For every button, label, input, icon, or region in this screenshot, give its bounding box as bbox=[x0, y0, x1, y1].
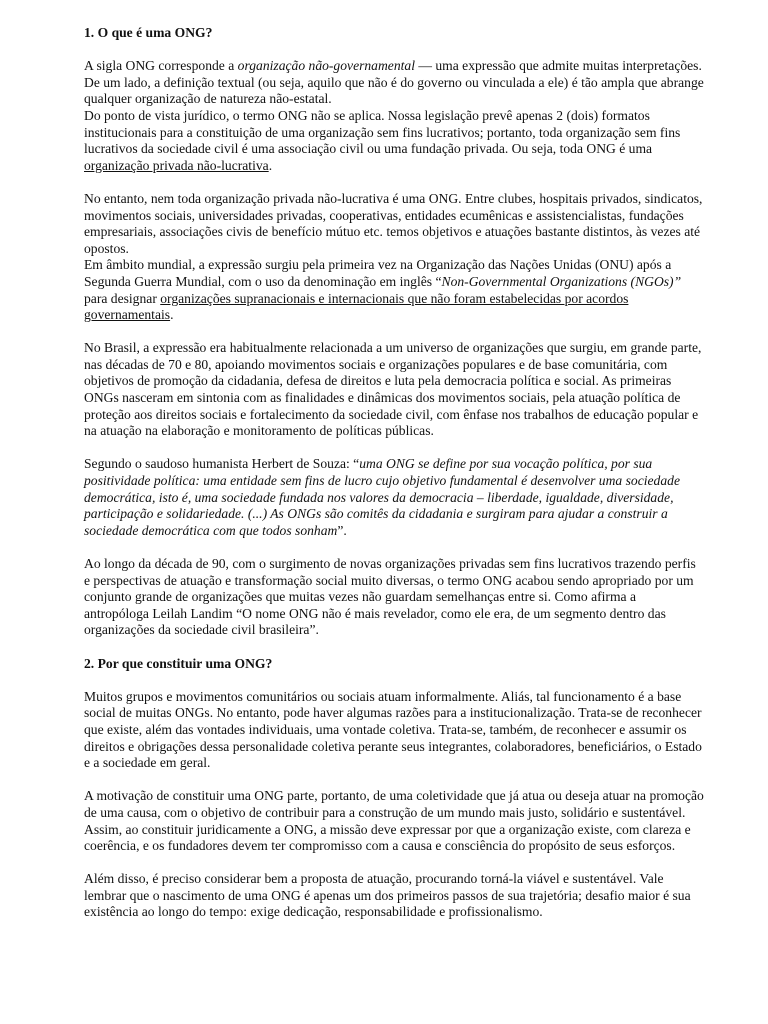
paragraph-4: Em âmbito mundial, a expressão surgiu pela primeira vez na Organização das Nações Unidas (ONU) após a Segunda Guerra Mundial, com o uso da denominação em inglês “Non-Governmental Organizations (NGOs)” para designar organizações supranacionais e internacionais que não foram estabelecidas por acordos governamentais. bbox=[84, 257, 682, 323]
section-2-heading: 2. Por que constituir uma ONG? bbox=[84, 655, 273, 671]
underlined-term: organizações supranacionais e internacionais que não foram estabelecidas por acordos governamentais bbox=[84, 290, 629, 323]
paragraph-6-quote: Segundo o saudoso humanista Herbert de Souza: “uma ONG se define por sua vocação política, por sua positividade política: uma entidade sem fins de lucro cujo objetivo fundamental é desenvolver uma sociedade democrática, isto é, uma sociedade fundada nos valores da democracia – liberdade, igualdade, diversidade, participação e solidariedade. (...) As ONGs são comitês da cidadania e surgiram para ajudar a construir a sociedade democrática com que todos sonham”. bbox=[84, 456, 680, 538]
paragraph-3: No entanto, nem toda organização privada não-lucrativa é uma ONG. Entre clubes, hospitais privados, sindicatos, movimentos sociais, universidades privadas, cooperativas, entidades ecumênicas e assistencialistas, fundações empresariais, associações civis de benefício mútuo etc. temos objetivos e atuações bastante distintos, às vezes até opostos. bbox=[84, 190, 703, 256]
paragraph-10: Além disso, é preciso considerar bem a proposta de atuação, procurando torná-la viável e sustentável. Vale lembrar que o nascimento de uma ONG é apenas um dos primeiros passos de sua trajetória; desafio maior é sua existência ao longo do tempo: exige dedicação, responsabilidade e profissionalismo. bbox=[84, 871, 691, 920]
document-body bbox=[84, 25, 704, 921]
paragraph-2: Do ponto de vista jurídico, o termo ONG não se aplica. Nossa legislação prevê apenas 2 (dois) formatos institucionais para a constituição de uma organização sem fins lucrativos; portanto, toda organização sem fins lucrativos da sociedade civil é uma associação civil ou uma fundação privada. Ou seja, toda ONG é uma organização privada não-lucrativa. bbox=[84, 107, 681, 173]
paragraph-8: Muitos grupos e movimentos comunitários ou sociais atuam informalmente. Aliás, tal funcionamento é a base social de muitas ONGs. No entanto, pode haver algumas razões para a institucionalização. Trata-se de reconhecer que existe, além das vontades individuais, uma vontade coletiva. Trata-se, também, de reconhecer e assumir os direitos e obrigações dessa personalidade coletiva perante seus integrantes, colaboradores, beneficiários, o Estado e a sociedade em geral. bbox=[84, 688, 702, 771]
paragraph-5: No Brasil, a expressão era habitualmente relacionada a um universo de organizações que surgiu, em grande parte, nas décadas de 70 e 80, apoiando movimentos sociais e organizações populares e de base comunitária, com objetivos de promoção da cidadania, defesa de direitos e luta pela democracia política e social. As primeiras ONGs nasceram em sintonia com as finalidades e dinâmicas dos movimentos sociais, pela atuação política de proteção aos direitos sociais e fortalecimento da sociedade civil, com ênfase nos trabalhos de educação popular e na atuação na elaboração e monitoramento de políticas públicas. bbox=[84, 340, 702, 439]
paragraph-9: A motivação de constituir uma ONG parte, portanto, de uma coletividade que já atua ou deseja atuar na promoção de uma causa, com o objetivo de contribuir para a construção de um mundo mais justo, solidário e sustentável. Assim, ao constituir juridicamente a ONG, a missão deve expressar por que a organização existe, com clareza e coerência, e os fundadores devem ter compromisso com a causa e consciência do propósito de seus esforços. bbox=[84, 788, 704, 854]
paragraph-7: Ao longo da década de 90, com o surgimento de novas organizações privadas sem fins lucrativos trazendo perfis e perspectivas de atuação e transformação social muito diversas, o termo ONG acabou sendo apropriado por um conjunto grande de organizações que muitas vezes não guardam semelhanças entre si. Como afirma a antropóloga Leilah Landim “O nome ONG não é mais revelador, como ele era, de um segmento dentro das organizações da sociedade civil brasileira”. bbox=[84, 556, 696, 638]
underlined-term: organização privada não-lucrativa bbox=[84, 157, 269, 173]
section-1-heading: 1. O que é uma ONG? bbox=[84, 25, 213, 40]
paragraph-1: A sigla ONG corresponde a organização não-governamental — uma expressão que admite muitas interpretações. De um lado, a definição textual (ou seja, aquilo que não é do governo ou vinculada a ele) é tão ampla que abrange qualquer organização de natureza não-estatal. bbox=[84, 58, 704, 107]
